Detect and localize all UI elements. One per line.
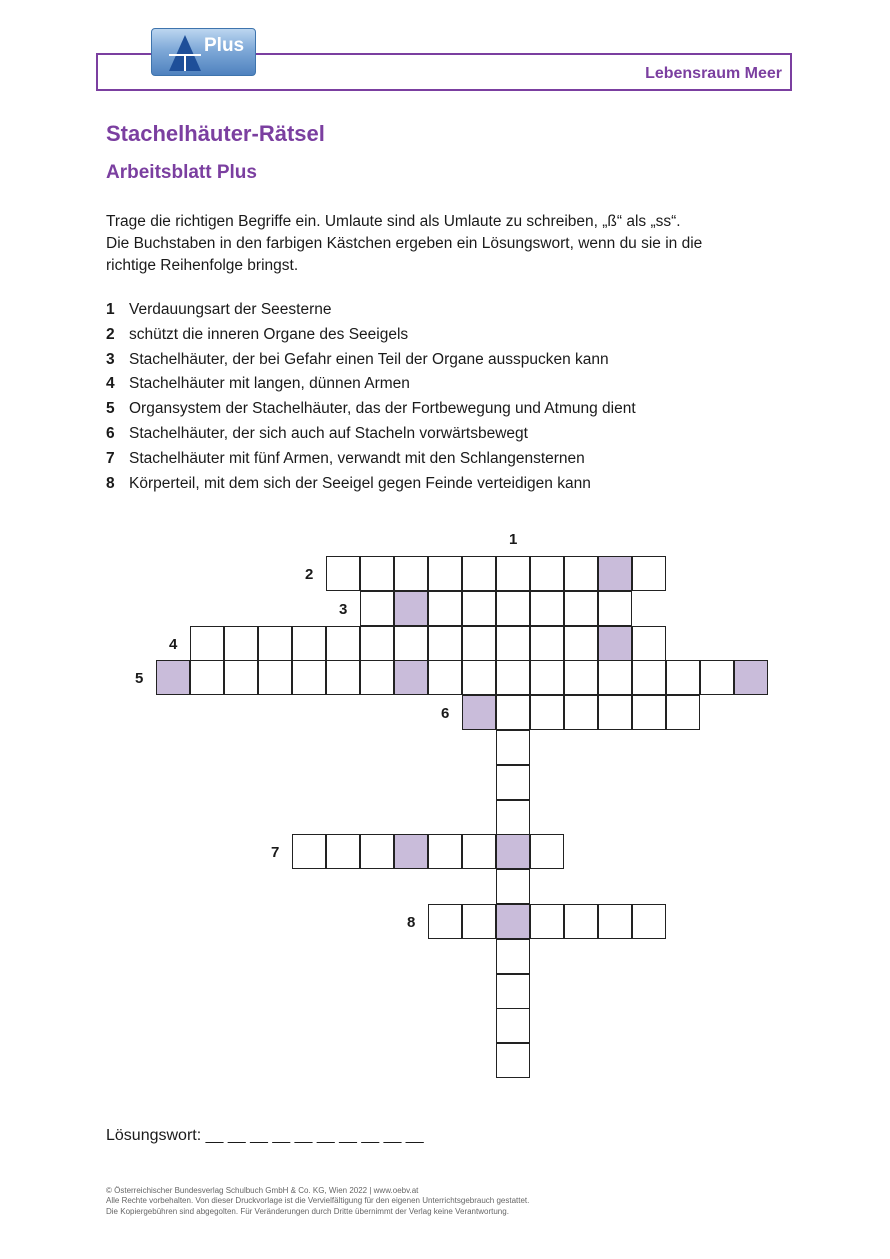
crossword-cell-highlighted[interactable] bbox=[734, 660, 768, 695]
crossword-cell[interactable] bbox=[428, 660, 462, 695]
crossword-cell-highlighted[interactable] bbox=[496, 904, 530, 939]
crossword-cell[interactable] bbox=[190, 660, 224, 695]
crossword-cell[interactable] bbox=[428, 591, 462, 626]
clue-number: 4 bbox=[106, 375, 115, 393]
crossword-cell[interactable] bbox=[496, 695, 530, 730]
page-subtitle: Arbeitsblatt Plus bbox=[106, 162, 257, 183]
crossword-cell[interactable] bbox=[326, 834, 360, 869]
clue-text: Organsystem der Stachelhäuter, das der Fortbewegung und Atmung dient bbox=[129, 400, 636, 418]
clue-item bbox=[106, 323, 636, 348]
crossword-cell-highlighted[interactable] bbox=[598, 556, 632, 591]
crossword-cell[interactable] bbox=[632, 556, 666, 591]
crossword-cell[interactable] bbox=[462, 834, 496, 869]
crossword-cell[interactable] bbox=[496, 974, 530, 1009]
clue-item bbox=[106, 372, 636, 397]
crossword-cell[interactable] bbox=[496, 591, 530, 626]
clue-item bbox=[106, 447, 636, 472]
instructions-line: richtige Reihenfolge bringst. bbox=[106, 257, 299, 274]
crossword-cell[interactable] bbox=[666, 660, 700, 695]
crossword-cell[interactable] bbox=[496, 626, 530, 661]
crossword-cell[interactable] bbox=[496, 730, 530, 765]
crossword-cell[interactable] bbox=[462, 904, 496, 939]
crossword-cell-highlighted[interactable] bbox=[156, 660, 190, 695]
crossword-cell[interactable] bbox=[530, 904, 564, 939]
crossword-cell-highlighted[interactable] bbox=[462, 695, 496, 730]
solution-blanks[interactable]: __ __ __ __ __ __ __ __ __ __ bbox=[205, 1127, 424, 1144]
crossword-cell[interactable] bbox=[598, 660, 632, 695]
clue-text: Stachelhäuter, der bei Gefahr einen Teil der Organe ausspucken kann bbox=[129, 350, 609, 368]
clue-number-label: 8 bbox=[407, 914, 416, 931]
crossword-cell[interactable] bbox=[632, 660, 666, 695]
instructions-line: Die Buchstaben in den farbigen Kästchen ergeben ein Lösungswort, wenn du sie in die bbox=[106, 235, 703, 252]
clue-text: Stachelhäuter, der sich auch auf Stacheln vorwärtsbewegt bbox=[129, 424, 528, 442]
solution-label: Lösungswort: bbox=[106, 1127, 202, 1144]
crossword-cell[interactable] bbox=[462, 556, 496, 591]
instructions-line: Trage die richtigen Begriffe ein. Umlaute sind als Umlaute zu schreiben, „ß“ als „ss“. bbox=[106, 213, 681, 230]
crossword-cell[interactable] bbox=[224, 660, 258, 695]
header-subject: Lebensraum Meer bbox=[645, 65, 782, 82]
crossword-cell[interactable] bbox=[360, 626, 394, 661]
crossword-cell[interactable] bbox=[564, 556, 598, 591]
crossword-cell[interactable] bbox=[496, 1008, 530, 1043]
solution-line bbox=[106, 1127, 424, 1145]
crossword-cell[interactable] bbox=[496, 800, 530, 835]
clue-item bbox=[106, 472, 636, 497]
crossword-cell[interactable] bbox=[326, 660, 360, 695]
clue-item bbox=[106, 298, 636, 323]
crossword-cell[interactable] bbox=[462, 626, 496, 661]
crossword-cell[interactable] bbox=[598, 904, 632, 939]
crossword-cell[interactable] bbox=[360, 660, 394, 695]
crossword-cell[interactable] bbox=[224, 626, 258, 661]
logo-text: Plus bbox=[204, 35, 245, 56]
crossword-cell[interactable] bbox=[326, 626, 360, 661]
crossword-cell-highlighted[interactable] bbox=[598, 626, 632, 661]
clue-list bbox=[106, 298, 636, 496]
crossword-cell[interactable] bbox=[632, 626, 666, 661]
plus-logo bbox=[151, 28, 256, 76]
clue-number-label: 2 bbox=[305, 566, 314, 583]
clue-number-label: 7 bbox=[271, 844, 280, 862]
crossword-cell[interactable] bbox=[666, 695, 700, 730]
crossword-cell[interactable] bbox=[496, 765, 530, 800]
crossword-cell[interactable] bbox=[428, 626, 462, 661]
crossword-cell[interactable] bbox=[428, 904, 462, 939]
clue-number: 3 bbox=[106, 350, 115, 368]
crossword-cell[interactable] bbox=[530, 834, 564, 869]
crossword-cell[interactable] bbox=[462, 591, 496, 626]
footer-line: © Österreichischer Bundesverlag Schulbuch GmbH & Co. KG, Wien 2022 | www.oebv.at bbox=[106, 1186, 419, 1195]
crossword-cell[interactable] bbox=[530, 556, 564, 591]
clue-text: Stachelhäuter mit langen, dünnen Armen bbox=[129, 375, 410, 393]
crossword-cell-highlighted[interactable] bbox=[394, 660, 428, 695]
clue-text: Verdauungsart der Seesterne bbox=[129, 301, 332, 318]
crossword-cell[interactable] bbox=[258, 626, 292, 661]
crossword-cell[interactable] bbox=[564, 695, 598, 730]
crossword-cell[interactable] bbox=[700, 660, 734, 695]
crossword-cell[interactable] bbox=[530, 660, 564, 695]
crossword-cell[interactable] bbox=[496, 1043, 530, 1078]
clue-text: schützt die inneren Organe des Seeigels bbox=[129, 325, 409, 343]
crossword-cell[interactable] bbox=[564, 591, 598, 626]
crossword-cell-highlighted[interactable] bbox=[496, 834, 530, 869]
clue-number-label: 1 bbox=[509, 531, 518, 548]
clue-text: Stachelhäuter mit fünf Armen, verwandt mit den Schlangensternen bbox=[129, 449, 585, 467]
clue-item bbox=[106, 397, 636, 422]
crossword-cell[interactable] bbox=[598, 695, 632, 730]
crossword-cell[interactable] bbox=[394, 556, 428, 591]
clue-number-label: 6 bbox=[441, 705, 450, 723]
clue-number-label: 4 bbox=[169, 635, 178, 653]
instructions bbox=[106, 211, 806, 277]
clue-number-label: 5 bbox=[135, 670, 144, 688]
crossword-cell[interactable] bbox=[496, 556, 530, 591]
crossword-cell[interactable] bbox=[564, 626, 598, 661]
footer-line: Die Kopiergebühren sind abgegolten. Für Veränderungen durch Dritte übernimmt der Verlag keine Verantwortung. bbox=[106, 1206, 509, 1216]
clue-number: 5 bbox=[106, 400, 115, 418]
crossword-cell[interactable] bbox=[632, 695, 666, 730]
clue-number: 7 bbox=[106, 449, 115, 467]
triangle-logo-icon bbox=[168, 34, 202, 72]
crossword-cell[interactable] bbox=[496, 869, 530, 904]
crossword-cell[interactable] bbox=[496, 939, 530, 974]
crossword-cell[interactable] bbox=[326, 556, 360, 591]
clue-text: Körperteil, mit dem sich der Seeigel gegen Feinde verteidigen kann bbox=[129, 474, 591, 492]
crossword-cell[interactable] bbox=[292, 660, 326, 695]
crossword-cell[interactable] bbox=[292, 834, 326, 869]
crossword-cell[interactable] bbox=[394, 626, 428, 661]
clue-number: 1 bbox=[106, 301, 115, 318]
clue-number-label: 3 bbox=[339, 600, 348, 618]
crossword-cell[interactable] bbox=[564, 904, 598, 939]
crossword-cell[interactable] bbox=[530, 695, 564, 730]
crossword-cell[interactable] bbox=[258, 660, 292, 695]
clue-number: 2 bbox=[106, 325, 115, 343]
crossword-cell[interactable] bbox=[428, 834, 462, 869]
crossword-cell[interactable] bbox=[598, 591, 632, 626]
crossword-cell[interactable] bbox=[190, 626, 224, 661]
crossword-cell[interactable] bbox=[360, 834, 394, 869]
crossword-cell[interactable] bbox=[530, 626, 564, 661]
crossword-cell[interactable] bbox=[292, 626, 326, 661]
crossword-cell-highlighted[interactable] bbox=[394, 591, 428, 626]
clue-number: 6 bbox=[106, 424, 115, 442]
crossword-cell[interactable] bbox=[360, 591, 394, 626]
clue-number: 8 bbox=[106, 474, 115, 492]
crossword-cell[interactable] bbox=[496, 660, 530, 695]
clue-item bbox=[106, 348, 636, 373]
crossword-cell[interactable] bbox=[360, 556, 394, 591]
crossword-cell[interactable] bbox=[428, 556, 462, 591]
crossword-cell-highlighted[interactable] bbox=[394, 834, 428, 869]
crossword-cell[interactable] bbox=[462, 660, 496, 695]
footer bbox=[106, 1186, 529, 1217]
crossword-cell[interactable] bbox=[564, 660, 598, 695]
crossword-cell[interactable] bbox=[632, 904, 666, 939]
footer-line: Alle Rechte vorbehalten. Von dieser Druckvorlage ist die Vervielfältigung für den eigenen Unterrichtsgebrauch gestattet. bbox=[106, 1196, 530, 1206]
page-title: Stachelhäuter-Rätsel bbox=[106, 121, 325, 146]
clue-item bbox=[106, 422, 636, 447]
crossword-cell[interactable] bbox=[530, 591, 564, 626]
